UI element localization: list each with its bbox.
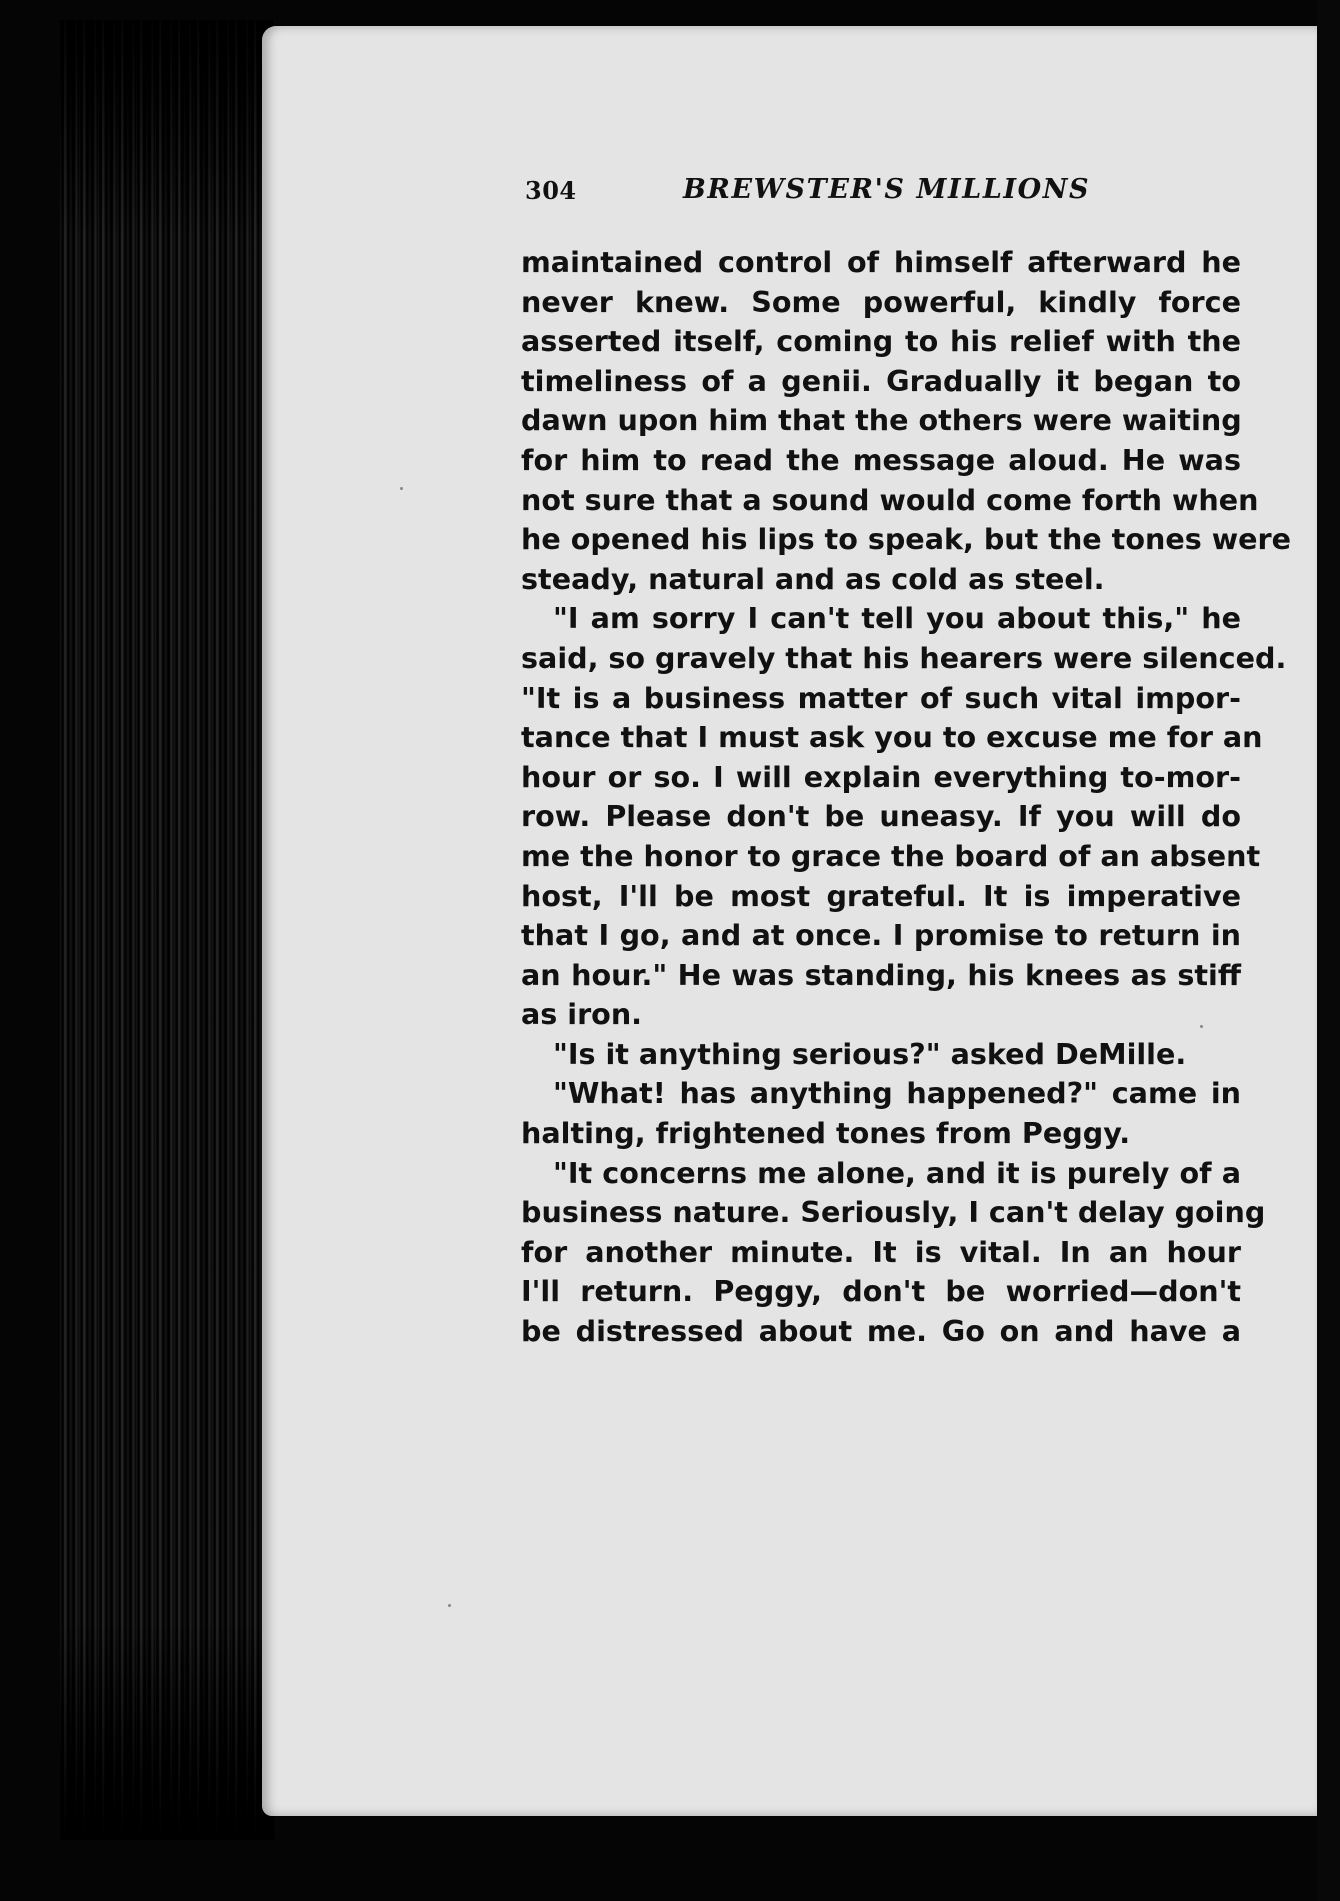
text-line: business nature. Seriously, I can't delay going bbox=[521, 1195, 1266, 1230]
text-line: for another minute. It is vital. In an hour bbox=[521, 1234, 1241, 1269]
text-line: row. Please don't be uneasy. If you will do bbox=[521, 799, 1241, 834]
text-line: asserted itself, coming to his relief with the bbox=[521, 324, 1241, 359]
text-line: host, I'll be most grateful. It is imperative bbox=[521, 878, 1241, 913]
text-line: I'll return. Peggy, don't be worried—don't bbox=[521, 1274, 1241, 1309]
text-line: as iron. bbox=[521, 997, 643, 1032]
text-line: not sure that a sound would come forth when bbox=[521, 482, 1259, 517]
text-line: hour or so. I will explain everything to-mor- bbox=[521, 759, 1241, 794]
text-line: "It is a business matter of such vital impor- bbox=[521, 680, 1241, 715]
text-line: tance that I must ask you to excuse me for an bbox=[521, 720, 1263, 755]
paper-speck bbox=[400, 487, 403, 490]
paper-speck bbox=[448, 1604, 451, 1607]
page-number: 304 bbox=[525, 176, 577, 205]
text-line: for him to read the message aloud. He was bbox=[521, 442, 1241, 477]
page-header bbox=[525, 176, 1245, 216]
text-line: dawn upon him that the others were waiting bbox=[521, 403, 1242, 438]
page-edge-stack bbox=[60, 20, 275, 1840]
text-line: me the honor to grace the board of an absent bbox=[521, 838, 1261, 873]
text-line: timeliness of a genii. Gradually it began to bbox=[521, 363, 1241, 398]
text-line: never knew. Some powerful, kindly force bbox=[521, 284, 1241, 319]
text-line: "It concerns me alone, and it is purely of a bbox=[553, 1155, 1241, 1190]
text-line: an hour." He was standing, his knees as stiff bbox=[521, 957, 1241, 992]
text-line: halting, frightened tones from Peggy. bbox=[521, 1116, 1131, 1151]
text-line: "Is it anything serious?" asked DeMille. bbox=[553, 1036, 1187, 1071]
text-line: "I am sorry I can't tell you about this," he bbox=[553, 601, 1241, 636]
running-head: BREWSTER'S MILLIONS bbox=[683, 174, 1091, 205]
right-scan-border bbox=[1317, 0, 1340, 1901]
text-line: maintained control of himself afterward he bbox=[521, 245, 1241, 279]
body-text bbox=[521, 243, 1291, 1352]
text-line: that I go, and at once. I promise to return in bbox=[521, 918, 1241, 953]
text-line: said, so gravely that his hearers were silenced. bbox=[521, 640, 1287, 675]
text-line: steady, natural and as cold as steel. bbox=[521, 561, 1105, 596]
text-line: be distressed about me. Go on and have a bbox=[521, 1314, 1241, 1349]
text-line: he opened his lips to speak, but the tones were bbox=[521, 522, 1291, 557]
text-line: "What! has anything happened?" came in bbox=[553, 1076, 1241, 1111]
paper-speck bbox=[1200, 1025, 1203, 1028]
